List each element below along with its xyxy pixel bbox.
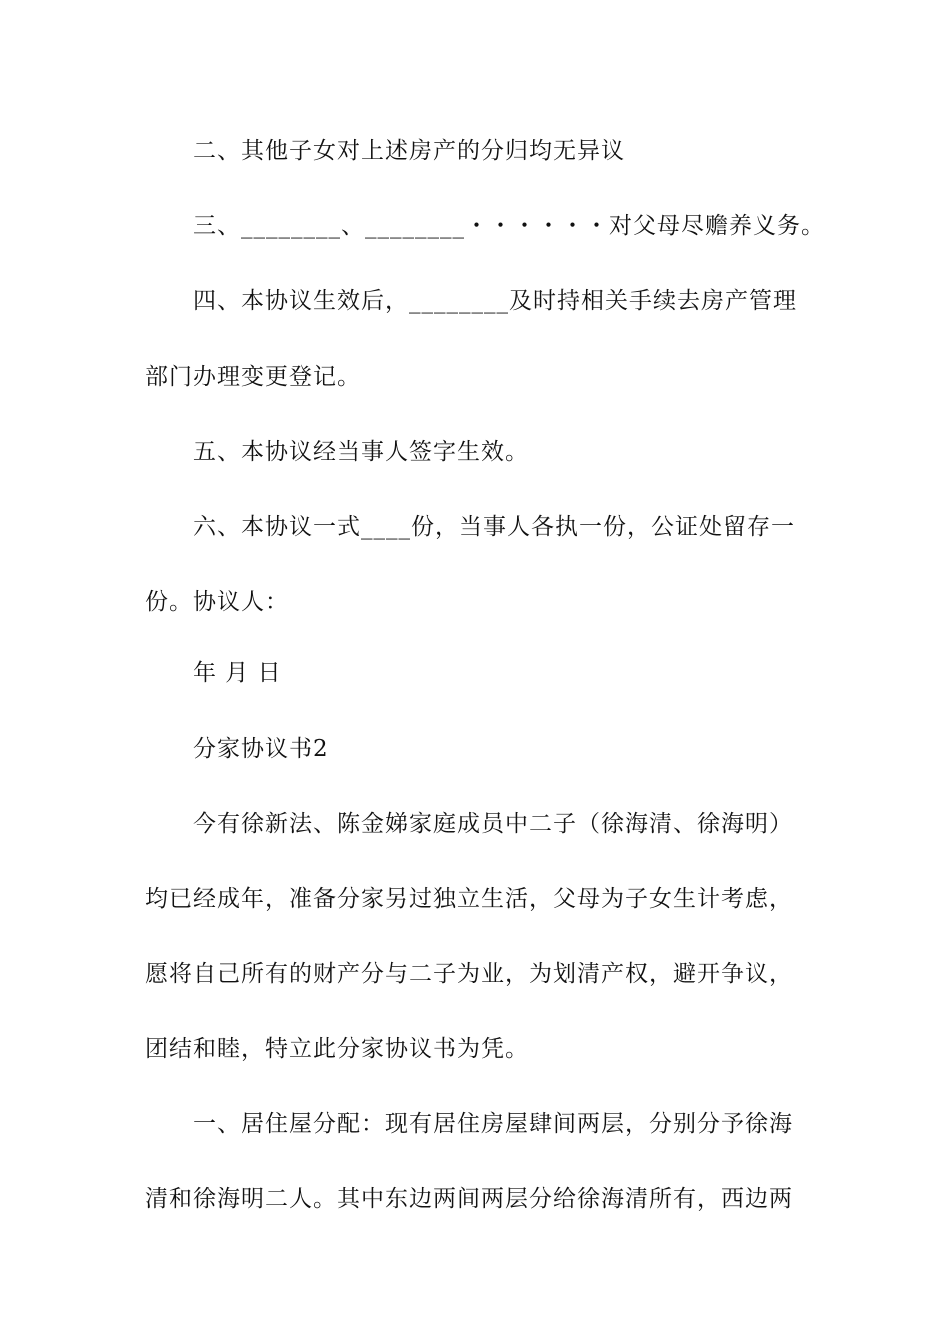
preamble-line-1: 今有徐新法、陈金娣家庭成员中二子（徐海清、徐海明） bbox=[193, 811, 793, 837]
clause-3-text: 三、________、________・・・・・・对父母尽赡养义务。 bbox=[193, 213, 825, 239]
preamble-line-3: 愿将自己所有的财产分与二子为业，为划清产权，避开争议， bbox=[145, 961, 793, 987]
clause-1-continuation: 清和徐海明二人。其中东边两间两层分给徐海清所有，西边两 bbox=[145, 1186, 793, 1212]
clause-6-continuation: 份。协议人： bbox=[145, 589, 289, 615]
clause-6-text: 六、本协议一式____份，当事人各执一份，公证处留存一 bbox=[193, 514, 795, 540]
date-line: 年 月 日 bbox=[193, 660, 282, 686]
section-title: 分家协议书2 bbox=[193, 736, 329, 762]
preamble-line-2: 均已经成年，准备分家另过独立生活，父母为子女生计考虑， bbox=[145, 886, 793, 912]
clause-1-text: 一、居住屋分配：现有居住房屋肆间两层，分别分予徐海 bbox=[193, 1111, 793, 1137]
preamble-line-4: 团结和睦，特立此分家协议书为凭。 bbox=[145, 1036, 529, 1062]
clause-4-text: 四、本协议生效后，________及时持相关手续去房产管理 bbox=[193, 288, 797, 314]
clause-5-text: 五、本协议经当事人签字生效。 bbox=[193, 439, 529, 465]
clause-4-continuation: 部门办理变更登记。 bbox=[145, 364, 361, 390]
clause-2-text: 二、其他子女对上述房产的分归均无异议 bbox=[193, 138, 625, 164]
